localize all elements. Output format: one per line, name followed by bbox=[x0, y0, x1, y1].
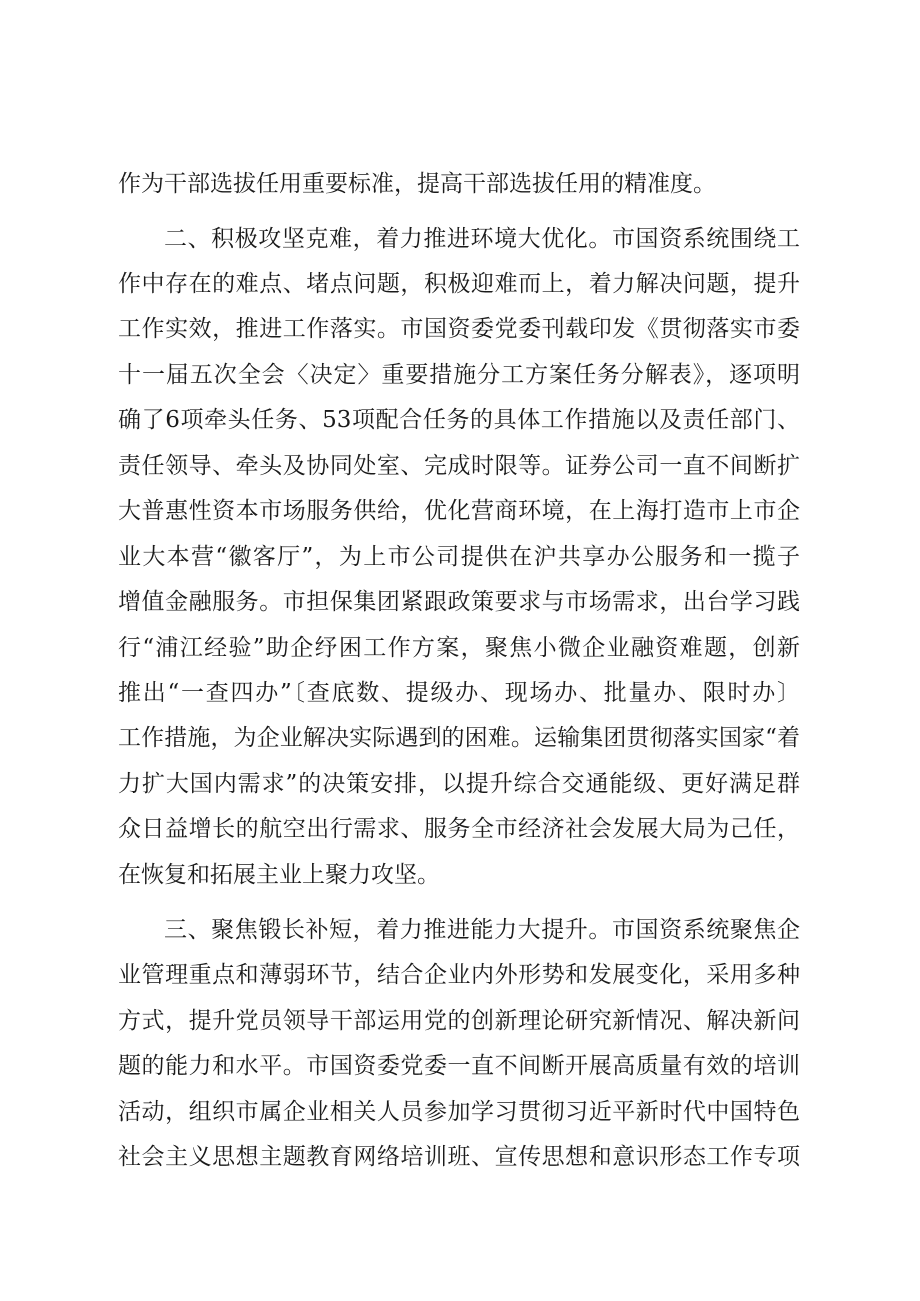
text-line: 增值金融服务。市担保集团紧跟政策要求与市场需求，出台学习践 bbox=[118, 589, 800, 615]
paragraph-2-line-7 bbox=[0, 487, 920, 535]
paragraph-2-line-1 bbox=[0, 215, 920, 263]
paragraph-2-line-12 bbox=[0, 714, 920, 762]
paragraph-2-line-10 bbox=[0, 624, 920, 672]
paragraph-3-line-3 bbox=[0, 997, 920, 1045]
text-line: 众日益增长的航空出行需求、服务全市经济社会发展大局为己任， bbox=[118, 816, 800, 842]
paragraph-3-line-6 bbox=[0, 1133, 920, 1181]
paragraph-3-line-2 bbox=[0, 951, 920, 999]
paragraph-3-line-1 bbox=[0, 906, 920, 954]
paragraph-3-line-5 bbox=[0, 1088, 920, 1136]
text-line: 方式，提升党员领导干部运用党的创新理论研究新情况、解决新问 bbox=[118, 1008, 800, 1034]
text-line: 社会主义思想主题教育网络培训班、宣传思想和意识形态工作专项 bbox=[118, 1144, 800, 1170]
text-line: 题的能力和水平。市国资委党委一直不间断开展高质量有效的培训 bbox=[118, 1053, 800, 1079]
paragraph-2-line-15 bbox=[0, 851, 920, 899]
text-line: 工作实效，推进工作落实。市国资委党委刊载印发《贯彻落实市委 bbox=[118, 316, 800, 342]
paragraph-2-line-13 bbox=[0, 760, 920, 808]
paragraph-2-line-6 bbox=[0, 442, 920, 490]
text-line: 作中存在的难点、堵点问题，积极迎难而上，着力解决问题，提升 bbox=[118, 271, 800, 297]
text-line: 三、聚焦锻长补短，着力推进能力大提升。市国资系统聚焦企 bbox=[164, 917, 800, 943]
paragraph-2-line-11 bbox=[0, 669, 920, 717]
paragraph-2-line-14 bbox=[0, 805, 920, 853]
text-line: 业大本营“徽客厅”，为上市公司提供在沪共享办公服务和一揽子 bbox=[118, 544, 800, 570]
text-line: 工作措施，为企业解决实际遇到的困难。运输集团贯彻落实国家“着 bbox=[118, 725, 800, 751]
text-line: 确了6项牵头任务、53项配合任务的具体工作措施以及责任部门、 bbox=[118, 407, 800, 433]
paragraph-2-line-5 bbox=[0, 396, 920, 444]
paragraph-2-line-8 bbox=[0, 533, 920, 581]
text-line: 推出“一查四办”〔查底数、提级办、现场办、批量办、限时办〕 bbox=[118, 680, 800, 706]
paragraph-2-line-9 bbox=[0, 578, 920, 626]
text-line: 行“浦江经验”助企纾困工作方案，聚焦小微企业融资难题，创新 bbox=[118, 635, 800, 661]
text-line: 二、积极攻坚克难，着力推进环境大优化。市国资系统围绕工 bbox=[164, 226, 800, 252]
paragraph-2-line-2 bbox=[0, 260, 920, 308]
text-line: 力扩大国内需求”的决策安排，以提升综合交通能级、更好满足群 bbox=[118, 771, 800, 797]
text-line: 活动，组织市属企业相关人员参加学习贯彻习近平新时代中国特色 bbox=[118, 1099, 800, 1125]
text-line: 十一届五次全会〈决定〉重要措施分工方案任务分解表》，逐项明 bbox=[118, 362, 800, 388]
text-line: 在恢复和拓展主业上聚力攻坚。 bbox=[118, 862, 440, 888]
text-line: 责任领导、牵头及协同处室、完成时限等。证券公司一直不间断扩 bbox=[118, 453, 800, 479]
paragraph-1-line-1 bbox=[0, 160, 920, 208]
text-line: 业管理重点和薄弱环节，结合企业内外形势和发展变化，采用多种 bbox=[118, 962, 800, 988]
paragraph-2-line-3 bbox=[0, 305, 920, 353]
text-line: 大普惠性资本市场服务供给，优化营商环境，在上海打造市上市企 bbox=[118, 498, 800, 524]
paragraph-3-line-4 bbox=[0, 1042, 920, 1090]
text-line: 作为干部选拔任用重要标准，提高干部选拔任用的精准度。 bbox=[118, 171, 716, 197]
paragraph-2-line-4 bbox=[0, 351, 920, 399]
